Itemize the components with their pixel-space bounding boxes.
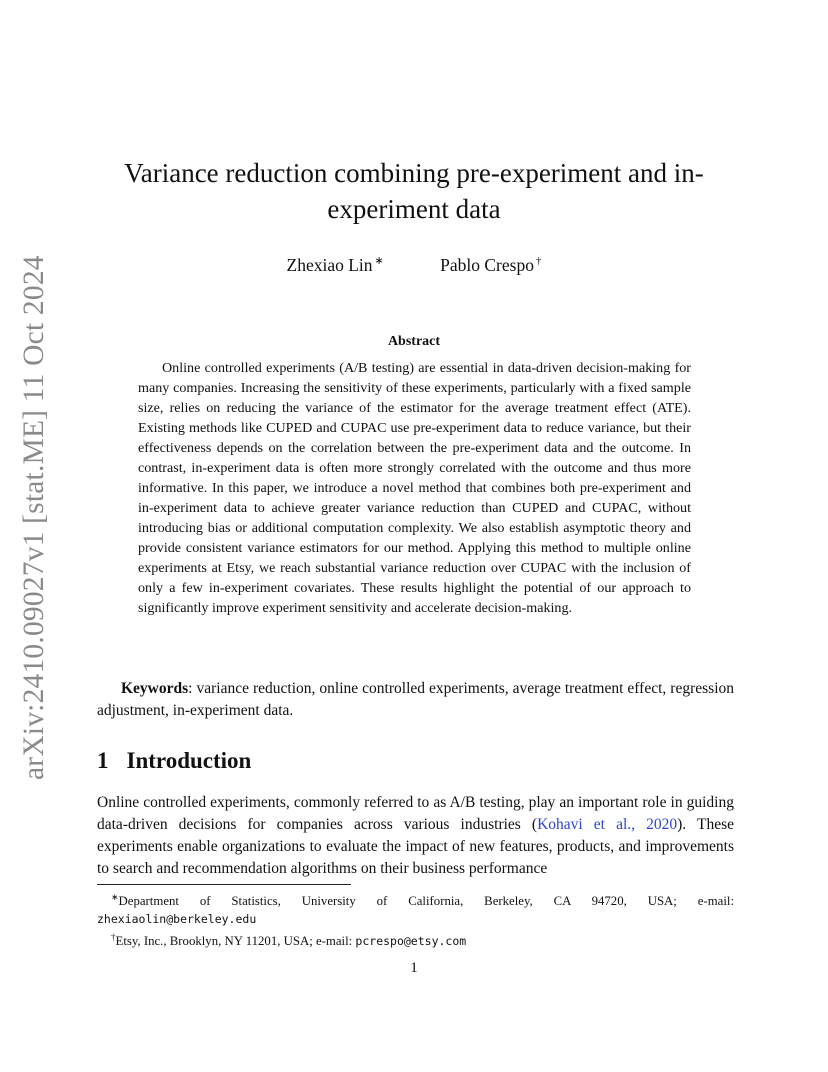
section-title: Introduction (126, 748, 252, 773)
author-name: Pablo Crespo (440, 255, 534, 275)
intro-text-start: Online controlled experiments, commonly referred to as A/B testing, play an important role in guiding data-driven decisions for companies across various industries ( (97, 794, 734, 833)
section-heading (97, 748, 251, 774)
author-mark: † (535, 255, 542, 267)
footnote-rule (97, 884, 351, 885)
paper-title: Variance reduction combining pre-experiment and in-experiment data (124, 158, 704, 224)
section-number: 1 (97, 748, 109, 773)
footnote-2 (97, 928, 734, 950)
author (287, 254, 384, 276)
keywords-text: : variance reduction, online controlled experiments, average treatment effect, regression adjustment, in-experiment data. (97, 680, 734, 719)
footnote-1-email[interactable]: zhexiaolin@berkeley.edu (97, 912, 257, 926)
footnote-1-email-line (97, 910, 734, 928)
intro-text-end: ). These experiments enable organizations to evaluate the impact of new features, products, and improvements to search and recommendation algorithms on their business performance (97, 816, 734, 877)
arxiv-stamp: arXiv:2410.09027v1 [stat.ME] 11 Oct 2024 (18, 255, 50, 780)
keywords-label: Keywords (121, 680, 189, 697)
author-name: Zhexiao Lin (286, 255, 373, 275)
footnote-2-mark: † (111, 932, 116, 942)
footnote-2-text: Etsy, Inc., Brooklyn, NY 11201, USA; e-mail: (115, 934, 356, 948)
citation-link[interactable]: Kohavi et al., 2020 (537, 816, 678, 833)
abstract-text: Online controlled experiments (A/B testing) are essential in data-driven decision-making for many companies. Increasing the sensitivity of these experiments, particularly with a fixed sample size, relies on reducing the variance of the estimator for the average treatment effect (ATE). Existing methods like CUPED and CUPAC use pre-experiment data to reduce variance, but their effectiveness depends on the correlation between the pre-experiment data and the outcome. In contrast, in-experiment data is often more strongly correlated with the outcome and thus more informative. In this paper, we introduce a novel method that combines both pre-experiment and in-experiment data to achieve greater variance reduction than CUPED and CUPAC, without introducing bias or additional computation complexity. We also establish asymptotic theory and provide consistent variance estimators for our method. Applying this method to multiple online experiments at Etsy, we reach substantial variance reduction over CUPAC with the inclusion of only a few in-experiment covariates. These results highlight the potential of our approach to significantly improve experiment sensitivity and accelerate decision-making. (138, 360, 691, 616)
author-mark: ∗ (374, 255, 384, 267)
footnotes (97, 888, 734, 950)
footnote-1-mark: ∗ (111, 892, 119, 902)
author (440, 255, 541, 276)
footnote-1-text: Department of Statistics, University of California, Berkeley, CA 94720, USA; e-mail: (118, 894, 734, 908)
footnote-2-email[interactable]: pcrespo@etsy.com (355, 934, 467, 948)
author-list (0, 254, 828, 276)
intro-paragraph (97, 792, 734, 880)
abstract-heading: Abstract (387, 334, 441, 349)
page-number: 1 (410, 960, 418, 976)
footnote-1 (97, 888, 734, 910)
keywords (97, 678, 734, 722)
